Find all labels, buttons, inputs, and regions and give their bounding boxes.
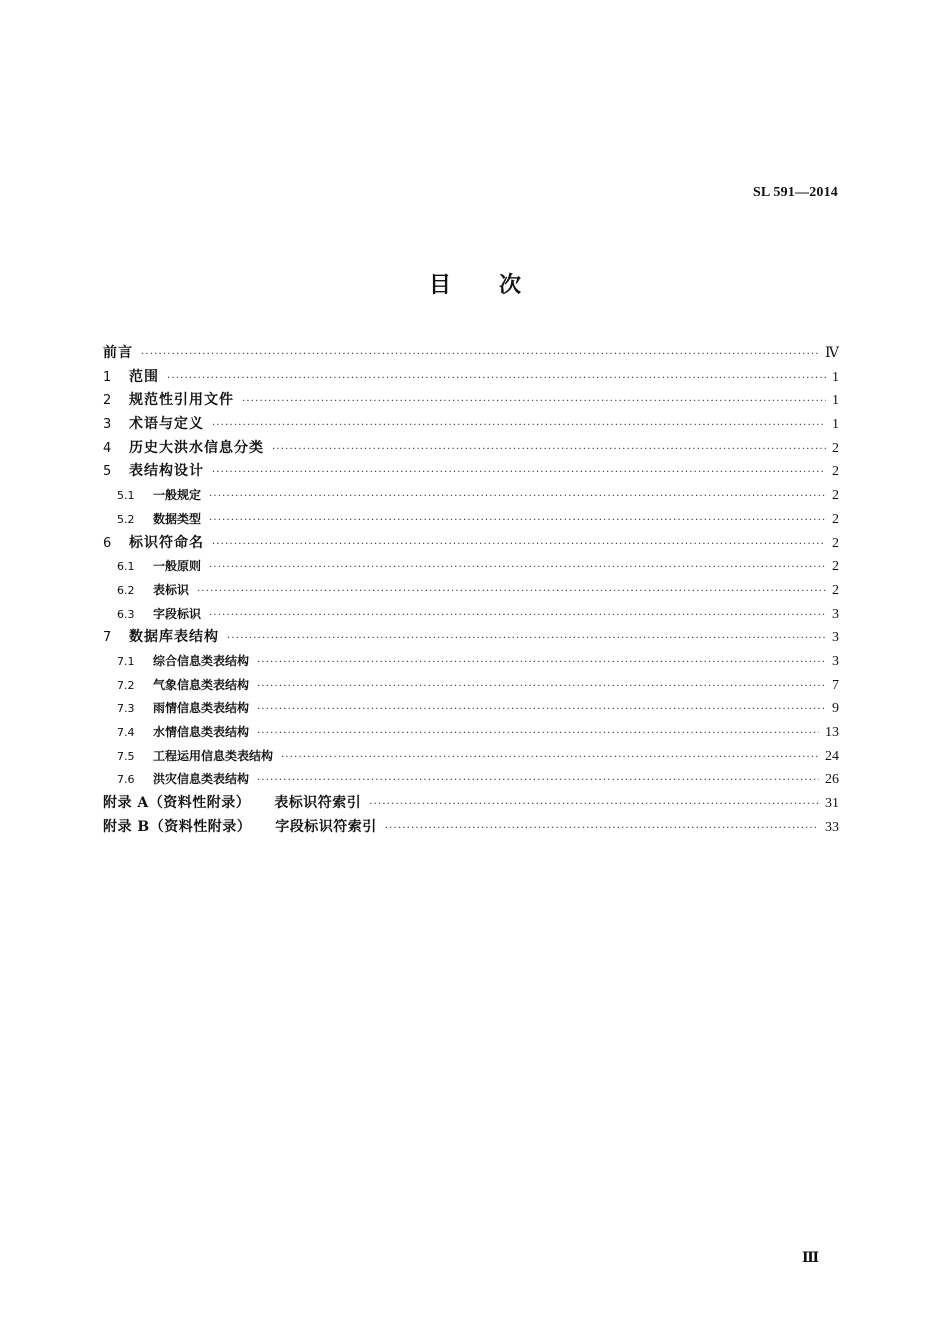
toc-entry-2[interactable] bbox=[103, 389, 839, 413]
toc-entry-foreword[interactable] bbox=[103, 342, 839, 366]
toc-entry-page: 2 bbox=[832, 511, 839, 527]
table-of-contents bbox=[103, 342, 839, 839]
dot-leader bbox=[257, 651, 826, 675]
toc-entry-page: 1 bbox=[832, 393, 839, 409]
toc-entry-number: 7.6 bbox=[117, 773, 135, 787]
toc-entry-number: 7.5 bbox=[117, 749, 135, 763]
dot-leader bbox=[167, 367, 826, 391]
dot-leader bbox=[281, 746, 819, 770]
toc-entry-7-4[interactable] bbox=[103, 721, 839, 745]
toc-entry-6-1[interactable] bbox=[103, 555, 839, 579]
dot-leader bbox=[141, 343, 819, 367]
title-char-1: 目 bbox=[428, 273, 451, 298]
toc-entry-page: 26 bbox=[825, 772, 839, 788]
toc-entry-number: 5.2 bbox=[117, 512, 135, 526]
dot-leader bbox=[197, 580, 826, 604]
dot-leader bbox=[212, 414, 826, 438]
dot-leader bbox=[369, 793, 819, 817]
toc-entry-7-1[interactable] bbox=[103, 650, 839, 674]
toc-entry-1[interactable] bbox=[103, 366, 839, 390]
toc-entry-label: 表结构设计 bbox=[129, 463, 204, 480]
toc-entry-7-3[interactable] bbox=[103, 697, 839, 721]
toc-entry-page: 2 bbox=[832, 488, 839, 504]
toc-entry-6[interactable] bbox=[103, 532, 839, 556]
toc-entry-label: 术语与定义 bbox=[129, 416, 204, 433]
toc-entry-label: 表标识 bbox=[153, 582, 190, 597]
dot-leader bbox=[209, 485, 826, 509]
dot-leader bbox=[209, 509, 826, 533]
page-number: Ⅲ bbox=[801, 1251, 819, 1266]
toc-entry-label: 综合信息类表结构 bbox=[153, 653, 250, 668]
toc-entry-number: 5 bbox=[103, 464, 112, 480]
toc-entry-6-2[interactable] bbox=[103, 579, 839, 603]
dot-leader bbox=[212, 461, 826, 485]
toc-entry-number: 6.3 bbox=[117, 607, 135, 621]
dot-leader bbox=[209, 604, 826, 628]
toc-entry-page: 2 bbox=[832, 559, 839, 575]
appendix-prefix: 附录 A（资料性附录） bbox=[103, 795, 251, 812]
toc-entry-page: 3 bbox=[832, 653, 839, 669]
toc-entry-label: 前言 bbox=[103, 345, 133, 361]
toc-entry-page: 31 bbox=[825, 796, 839, 812]
toc-entry-5-1[interactable] bbox=[103, 484, 839, 508]
toc-entry-number: 2 bbox=[103, 393, 112, 409]
toc-entry-page: 1 bbox=[832, 369, 839, 385]
toc-entry-7[interactable] bbox=[103, 626, 839, 650]
dot-leader bbox=[257, 698, 826, 722]
standard-code: SL 591—2014 bbox=[752, 185, 838, 200]
toc-entry-label: 雨情信息类表结构 bbox=[153, 701, 250, 716]
toc-entry-page: 33 bbox=[825, 819, 839, 835]
toc-entry-number: 5.1 bbox=[117, 489, 135, 503]
toc-entry-page: 1 bbox=[832, 417, 839, 433]
dot-leader bbox=[209, 556, 826, 580]
toc-entry-number: 6.2 bbox=[117, 583, 135, 597]
toc-entry-label bbox=[103, 792, 369, 816]
toc-entry-3[interactable] bbox=[103, 413, 839, 437]
toc-entry-label bbox=[103, 816, 385, 840]
dot-leader bbox=[385, 817, 819, 841]
toc-entry-page: 7 bbox=[832, 677, 839, 693]
toc-entry-label: 一般原则 bbox=[153, 559, 202, 574]
toc-entry-page: 13 bbox=[825, 725, 839, 740]
toc-entry-page: 3 bbox=[832, 630, 839, 646]
toc-entry-4[interactable] bbox=[103, 437, 839, 461]
toc-entry-5[interactable] bbox=[103, 460, 839, 484]
toc-entry-page: 9 bbox=[832, 701, 839, 717]
toc-entry-7-6[interactable] bbox=[103, 768, 839, 792]
toc-entry-label: 规范性引用文件 bbox=[129, 392, 234, 409]
toc-entry-label: 气象信息类表结构 bbox=[153, 677, 250, 692]
dot-leader bbox=[257, 722, 819, 746]
toc-entry-6-3[interactable] bbox=[103, 603, 839, 627]
toc-entry-page: 3 bbox=[832, 606, 839, 622]
dot-leader bbox=[227, 627, 826, 651]
toc-entry-number: 7 bbox=[103, 630, 112, 646]
toc-entry-label: 数据库表结构 bbox=[129, 629, 219, 646]
toc-entry-number: 6.1 bbox=[117, 560, 135, 574]
dot-leader bbox=[212, 533, 826, 557]
dot-leader bbox=[242, 390, 826, 414]
toc-entry-label: 范围 bbox=[129, 368, 159, 385]
toc-entry-7-5[interactable] bbox=[103, 745, 839, 769]
toc-entry-label: 水情信息类表结构 bbox=[153, 725, 250, 739]
title-char-2: 次 bbox=[499, 273, 522, 298]
toc-entry-label: 字段标识 bbox=[153, 606, 202, 621]
toc-entry-label: 标识符命名 bbox=[129, 534, 204, 551]
toc-entry-label: 洪灾信息类表结构 bbox=[153, 772, 250, 787]
toc-entry-page: 2 bbox=[832, 582, 839, 598]
toc-entry-page: 2 bbox=[832, 535, 839, 551]
toc-entry-number: 3 bbox=[103, 417, 112, 433]
toc-entry-number: 7.4 bbox=[117, 726, 135, 739]
toc-entry-label: 数据类型 bbox=[153, 511, 202, 526]
dot-leader bbox=[257, 675, 826, 699]
page-title bbox=[0, 268, 950, 299]
toc-entry-page: 2 bbox=[832, 440, 839, 456]
toc-entry-7-2[interactable] bbox=[103, 674, 839, 698]
dot-leader bbox=[257, 769, 819, 793]
toc-entry-label: 一般规定 bbox=[153, 488, 202, 503]
toc-entry-number: 4 bbox=[103, 440, 112, 456]
toc-entry-label: 历史大洪水信息分类 bbox=[129, 439, 264, 456]
toc-entry-number: 7.1 bbox=[117, 654, 135, 668]
toc-entry-number: 6 bbox=[103, 535, 112, 551]
toc-entry-appendix-b[interactable] bbox=[103, 816, 839, 840]
toc-entry-page: 24 bbox=[825, 748, 839, 764]
toc-entry-number: 7.3 bbox=[117, 702, 135, 716]
appendix-title: 字段标识符索引 bbox=[275, 818, 377, 835]
toc-entry-page: 2 bbox=[832, 464, 839, 480]
toc-entry-number: 1 bbox=[103, 369, 112, 385]
appendix-prefix: 附录 B（资料性附录） bbox=[103, 818, 252, 835]
toc-entry-page: Ⅳ bbox=[825, 346, 839, 361]
toc-entry-label: 工程运用信息类表结构 bbox=[153, 748, 274, 763]
toc-entry-appendix-a[interactable] bbox=[103, 792, 839, 816]
toc-entry-number: 7.2 bbox=[117, 678, 135, 692]
appendix-title: 表标识符索引 bbox=[274, 795, 362, 812]
toc-entry-5-2[interactable] bbox=[103, 508, 839, 532]
dot-leader bbox=[272, 438, 826, 462]
